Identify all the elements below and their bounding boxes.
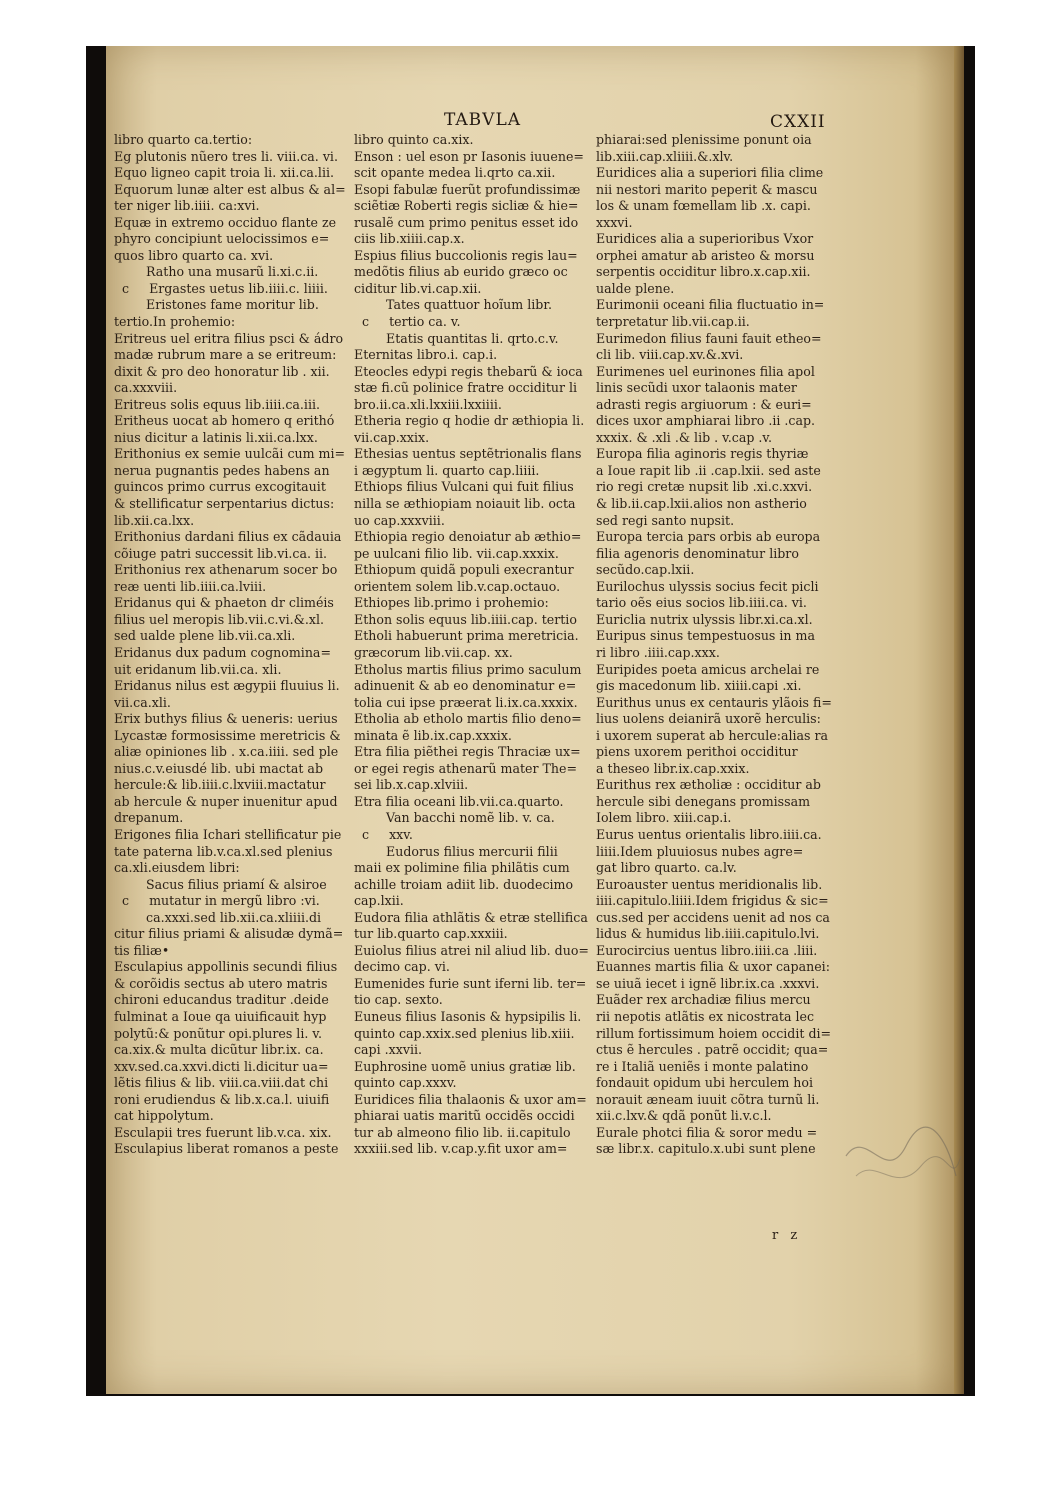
text-line: Eurimenes uel eurinones filia apol (596, 363, 815, 379)
text-line: pe uulcani filio lib. vii.cap.xxxix. (354, 545, 559, 561)
text-line: c xxv. (354, 826, 413, 842)
text-line: Eridanus nilus est ægypii fluuius li. (114, 678, 340, 694)
text-line: fondauit opidum ubi herculem hoi (596, 1075, 814, 1091)
text-line: cõiuge patri successit lib.vi.ca. ii. (114, 545, 328, 561)
text-line: serpentis occiditur libro.x.cap.xii. (596, 264, 811, 280)
text-line: a theseo libr.ix.cap.xxix. (596, 760, 750, 776)
text-line: Esculapius liberat romanos a peste (114, 1141, 339, 1157)
text-line: nerua pugnantis pedes habens an (114, 462, 330, 478)
text-line: capi .xxvii. (354, 1042, 423, 1058)
text-line: ciis lib.xiiii.cap.x. (354, 231, 465, 247)
text-line: Euroauster uentus meridionalis lib. (596, 876, 823, 892)
text-line: dixit & pro deo honoratur lib . xii. (114, 363, 330, 379)
text-line: a Ioue rapit lib .ii .cap.lxii. sed aste (596, 462, 821, 478)
text-line: c Ergastes uetus lib.iiii.c. liiii. (114, 280, 328, 296)
text-line: Eurimonii oceani filia fluctuatio in= (596, 297, 825, 313)
text-line: sæ libr.x. capitulo.x.ubi sunt plene (596, 1141, 816, 1157)
text-line: Euridices filia thalaonis & uxor am= (354, 1091, 587, 1107)
text-line: xii.c.lxv.& qdã ponũt li.v.c.l. (596, 1108, 772, 1124)
text-line: Equo ligneo capit troia li. xii.ca.lii. (114, 165, 335, 181)
text-line: Eurilochus ulyssis socius fecit picli (596, 578, 819, 594)
text-line: xxxiii.sed lib. v.cap.y.fit uxor am= (354, 1141, 568, 1157)
text-line: cus.sed per accidens uenit ad nos ca (596, 909, 830, 925)
text-line: Eternitas libro.i. cap.i. (354, 347, 498, 363)
text-line: lib.xiii.cap.xliiii.&.xlv. (596, 148, 734, 164)
text-line: linis secũdi uxor talaonis mater (596, 380, 797, 396)
text-line: libro quinto ca.xix. (354, 132, 474, 147)
text-column-3 (596, 132, 858, 1158)
text-line: ter niger lib.iiii. ca:xvi. (114, 198, 260, 214)
text-line: Eudorus filius mercurii filii (354, 843, 558, 859)
text-line: Eg plutonis nũero tres li. viii.ca. vi. (114, 148, 338, 164)
text-line: Erithonius rex athenarum socer bo (114, 562, 338, 578)
text-line: uit eridanum lib.vii.ca. xli. (114, 661, 282, 677)
text-line: secũdo.cap.lxii. (596, 562, 695, 578)
text-line: tario oẽs eius socios lib.iiii.ca. vi. (596, 595, 807, 611)
text-line: Enson : uel eson pr Iasonis iuuene= (354, 148, 584, 164)
text-line: Eristones fame moritur lib. (114, 297, 319, 313)
text-line: Espius filius buccolionis regis lau= (354, 247, 578, 263)
text-line: tate paterna lib.v.ca.xl.sed plenius (114, 843, 333, 859)
text-line: phiarai uatis maritũ occidẽs occidi (354, 1108, 575, 1124)
text-line: tur ab almeono filio lib. ii.capitulo (354, 1124, 571, 1140)
text-line: Etholi habuerunt prima meretricia. (354, 628, 579, 644)
text-line: Esculapii tres fuerunt lib.v.ca. xix. (114, 1124, 332, 1140)
text-line: hercule sibi denegans promissam (596, 793, 811, 809)
text-line: vii.ca.xli. (114, 694, 171, 710)
text-line: Erigones filia Ichari stellificatur pie (114, 826, 342, 842)
text-line: Sacus filius priamí & alsiroe (114, 876, 327, 892)
text-line: polytũ:& ponũtur opi.plures li. v. (114, 1025, 322, 1041)
folio-number: CXXII (770, 112, 826, 132)
text-line: Etholia ab etholo martis filio deno= (354, 711, 582, 727)
text-line: drepanum. (114, 810, 184, 826)
text-line: scit opante medea li.qrto ca.xii. (354, 165, 556, 181)
text-line: tur lib.quarto cap.xxxiii. (354, 926, 508, 942)
text-line: Eritreus solis equus lib.iiii.ca.iii. (114, 396, 321, 412)
text-line: guincos primo currus excogitauit (114, 479, 326, 495)
text-line: rii nepotis atlãtis ex nicostrata lec (596, 1008, 814, 1024)
text-line: Iolem libro. xiii.cap.i. (596, 810, 732, 826)
text-line: ca.xxxi.sed lib.xii.ca.xliiii.di (114, 909, 322, 925)
text-line: Etra filia oceani lib.vii.ca.quarto. (354, 793, 564, 809)
text-line: achille troiam adiit lib. duodecimo (354, 876, 574, 892)
text-line: quinto cap.xxix.sed plenius lib.xiii. (354, 1025, 575, 1041)
text-line: Equæ in extremo occiduo flante ze (114, 214, 337, 230)
text-line: ri libro .iiii.cap.xxx. (596, 644, 720, 660)
text-line: Euannes martis filia & uxor capanei: (596, 959, 830, 975)
text-line: Euripides poeta amicus archelai re (596, 661, 820, 677)
text-line: sed regi santo nupsit. (596, 512, 735, 528)
text-line: ualde plene. (596, 280, 675, 296)
text-line: Etra filia piẽthei regis Thraciæ ux= (354, 744, 581, 760)
text-line: c mutatur in mergũ libro :vi. (114, 893, 320, 909)
text-line: Eridanus qui & phaeton dr climéis (114, 595, 334, 611)
text-line: Eurocircius uentus libro.iiii.ca .liii. (596, 942, 818, 958)
text-line: Ethiopes lib.primo i prohemio: (354, 595, 549, 611)
text-line: iiii.capitulo.liiii.Idem frigidus & sic= (596, 893, 829, 909)
text-line: Eurithus unus ex centauris ylãois fi= (596, 694, 832, 710)
text-line: hercule:& lib.iiii.c.lxviii.mactatur (114, 777, 326, 793)
text-line: ciditur lib.vi.cap.xii. (354, 280, 482, 296)
text-line: Erithonius ex semie uulcãi cum mi= (114, 446, 346, 462)
book-page (106, 46, 958, 1394)
text-line: minata ẽ lib.ix.cap.xxxix. (354, 727, 512, 743)
text-column-1 (114, 132, 368, 1158)
text-line: Eurithus rex ætholiæ : occiditur ab (596, 777, 821, 793)
text-line: Europa tercia pars orbis ab europa (596, 529, 821, 545)
text-line: madæ rubrum mare a se eritreum: (114, 347, 337, 363)
text-line: Esculapius appollinis secundi filius (114, 959, 338, 975)
text-line: c tertio ca. v. (354, 314, 461, 330)
text-line: nilla se æthiopiam noiauit lib. octa (354, 496, 576, 512)
text-line: ca.xxxviii. (114, 380, 178, 396)
text-line: Euridices alia a superioribus Vxor (596, 231, 814, 247)
text-line: quinto cap.xxxv. (354, 1075, 457, 1091)
text-line: ca.xix.& multa dicũtur libr.ix. ca. (114, 1042, 324, 1058)
text-line: Ethesias uentus septẽtrionalis flans (354, 446, 582, 462)
running-title: TABVLA (444, 110, 522, 130)
text-line: Etholus martis filius primo saculum (354, 661, 582, 677)
text-line: filius uel meropis lib.vii.c.vi.&.xl. (114, 611, 325, 627)
text-line: nius dicitur a latinis li.xii.ca.lxx. (114, 429, 318, 445)
text-line: adinuenit & ab eo denominatur e= (354, 678, 577, 694)
text-line: decimo cap. vi. (354, 959, 450, 975)
text-line: rio regi cretæ nupsit lib .xi.c.xxvi. (596, 479, 813, 495)
text-line: fulminat a Ioue qa uiuificauit hyp (114, 1008, 327, 1024)
text-line: Lycastæ formosissime meretricis & (114, 727, 341, 743)
text-line: Equorum lunæ alter est albus & al= (114, 181, 346, 197)
text-line: aliæ opiniones lib . x.ca.iiii. sed ple (114, 744, 339, 760)
text-line: maii ex polimine filia philãtis cum (354, 860, 570, 876)
text-line: Ethiopum quidã populi execrantur (354, 562, 574, 578)
text-line: lidus & humidus lib.iiii.capitulo.lvi. (596, 926, 820, 942)
text-line: Etheria regio q hodie dr æthiopia li. (354, 413, 585, 429)
text-line: liiii.Idem pluuiosus nubes agre= (596, 843, 804, 859)
text-line: rusalẽ cum primo penitus esset ido (354, 214, 579, 230)
text-line: re i Italiã ueniẽs i monte palatino (596, 1058, 809, 1074)
text-line: Eudora filia athlãtis & etræ stellifica (354, 909, 588, 925)
pencil-scribble-icon (836, 1096, 966, 1206)
text-line: & lib.ii.cap.lxii.alios non astherio (596, 496, 807, 512)
text-line: filia agenoris denominatur libro (596, 545, 799, 561)
text-line: quos libro quarto ca. xvi. (114, 247, 274, 263)
text-line: Euãder rex archadiæ filius mercu (596, 992, 811, 1008)
text-line: Eridanus dux padum cognomina= (114, 644, 331, 660)
text-line: Eurimedon filius fauni fauit etheo= (596, 330, 822, 346)
text-line: tio cap. sexto. (354, 992, 443, 1008)
text-line: ab hercule & nuper inuenitur apud (114, 793, 338, 809)
text-line: vii.cap.xxix. (354, 429, 430, 445)
text-line: norauit æneam iuuit cõtra turnũ li. (596, 1091, 820, 1107)
text-line: gat libro quarto. ca.lv. (596, 860, 737, 876)
text-line: cat hippolytum. (114, 1108, 214, 1124)
text-line: medõtis filius ab eurido græco oc (354, 264, 568, 280)
text-line: dices uxor amphiarai libro .ii .cap. (596, 413, 816, 429)
text-line: i ægyptum li. quarto cap.liiii. (354, 462, 540, 478)
signature-mark: r z (772, 1228, 802, 1243)
text-line: Ethiops filius Vulcani qui fuit filius (354, 479, 574, 495)
text-line: rillum fortissimum hoiem occidit di= (596, 1025, 832, 1041)
text-line: nius.c.v.eiusdé lib. ubi mactat ab (114, 760, 324, 776)
text-line: Euriclia nutrix ulyssis libr.xi.ca.xl. (596, 611, 813, 627)
text-line: i uxorem superat ab hercule:alias ra (596, 727, 829, 743)
text-column-2 (354, 132, 608, 1158)
text-line: sed ualde plene lib.vii.ca.xli. (114, 628, 296, 644)
text-line: Eritheus uocat ab homero q erithó (114, 413, 335, 429)
text-line: lib.xii.ca.lxx. (114, 512, 195, 528)
text-line: Euiolus filius atrei nil aliud lib. duo= (354, 942, 589, 958)
text-line: Erithonius dardani filius ex cãdauia (114, 529, 342, 545)
text-line: Euphrosine uomẽ unius gratiæ lib. (354, 1058, 576, 1074)
text-line: xxv.sed.ca.xxvi.dicti li.dicitur ua= (114, 1058, 329, 1074)
text-line: Europa filia aginoris regis thyriæ (596, 446, 809, 462)
text-line: xxxix. & .xli .& lib . v.cap .v. (596, 429, 773, 445)
text-line: tertio.In prohemio: (114, 314, 236, 330)
text-line: bro.ii.ca.xli.lxxiii.lxxiiii. (354, 396, 502, 412)
text-line: los & unam fœmellam lib .x. capi. (596, 198, 811, 214)
text-line: Ethon solis equus lib.iiii.cap. tertio (354, 611, 577, 627)
text-line: sei lib.x.cap.xlviii. (354, 777, 469, 793)
text-line: Erix buthys filius & ueneris: uerius (114, 711, 338, 727)
text-line: cap.lxii. (354, 893, 404, 909)
text-line: stæ fi.cũ polinice fratre occiditur li (354, 380, 578, 396)
text-line: nii nestori marito peperit & mascu (596, 181, 818, 197)
text-line: piens uxorem perithoi occiditur (596, 744, 798, 760)
text-line: cli lib. viii.cap.xv.&.xvi. (596, 347, 744, 363)
text-line: phiarai:sed plenissime ponunt oia (596, 132, 812, 147)
text-line: græcorum lib.vii.cap. xx. (354, 644, 513, 660)
text-line: adrasti regis argiuorum : & euri= (596, 396, 812, 412)
text-line: Eurale photci filia & soror medu = (596, 1124, 818, 1140)
text-line: Esopi fabulæ fuerũt profundissimæ (354, 181, 581, 197)
text-line: & corõidis sectus ab utero matris (114, 975, 328, 991)
text-line: orientem solem lib.v.cap.octauo. (354, 578, 561, 594)
text-line: uo cap.xxxviii. (354, 512, 445, 528)
text-line: Tates quattuor hoĩum libr. (354, 297, 552, 313)
text-line: libro quarto ca.tertio: (114, 132, 253, 147)
text-line: Ethiopia regio denoiatur ab æthio= (354, 529, 582, 545)
text-line: tolia cui ipse præerat li.ix.ca.xxxix. (354, 694, 578, 710)
text-line: lẽtis filius & lib. viii.ca.viii.dat chi (114, 1075, 329, 1091)
text-line: terpretatur lib.vii.cap.ii. (596, 314, 750, 330)
text-line: Ratho una musarũ li.xi.c.ii. (114, 264, 319, 280)
text-line: gis macedonum lib. xiiii.capi .xi. (596, 678, 802, 694)
text-line: Eteocles edypi regis thebarũ & ioca (354, 363, 583, 379)
text-line: sciẽtiæ Roberti regis sicliæ & hie= (354, 198, 579, 214)
text-line: & stellificatur serpentarius dictus: (114, 496, 335, 512)
text-line: ca.xli.eiusdem libri: (114, 860, 240, 876)
text-line: Eurus uentus orientalis libro.iiii.ca. (596, 826, 822, 842)
text-line: xxxvi. (596, 214, 633, 230)
text-line: Euridices alia a superiori filia clime (596, 165, 824, 181)
text-line: Eumenides furie sunt iferni lib. ter= (354, 975, 587, 991)
text-line: chironi educandus traditur .deide (114, 992, 329, 1008)
text-line: Euneus filius Iasonis & hypsipilis li. (354, 1008, 582, 1024)
text-line: lius uolens deianirã uxorẽ herculis: (596, 711, 821, 727)
text-line: citur filius priami & alisudæ dymã= (114, 926, 344, 942)
text-line: ctus ẽ hercules . patrẽ occidit; qua= (596, 1042, 829, 1058)
text-line: Etatis quantitas li. qrto.c.v. (354, 330, 559, 346)
text-line: Euripus sinus tempestuosus in ma (596, 628, 815, 644)
text-line: Eritreus uel eritra filius psci & ádro (114, 330, 344, 346)
text-line: tis filiæ• (114, 942, 170, 958)
text-line: reæ uenti lib.iiii.ca.lviii. (114, 578, 267, 594)
text-line: or egei regis athenarũ mater The= (354, 760, 578, 776)
text-line: se uiuã iecet i ignẽ libr.ix.ca .xxxvi. (596, 975, 820, 991)
scan-background (86, 46, 975, 1396)
text-line: Van bacchi nomẽ lib. v. ca. (354, 810, 555, 826)
text-line: roni erudiendus & lib.x.ca.l. uiuifi (114, 1091, 330, 1107)
text-line: orphei amatur ab aristeo & morsu (596, 247, 815, 263)
text-line: phyro concipiunt uelocissimos e= (114, 231, 330, 247)
